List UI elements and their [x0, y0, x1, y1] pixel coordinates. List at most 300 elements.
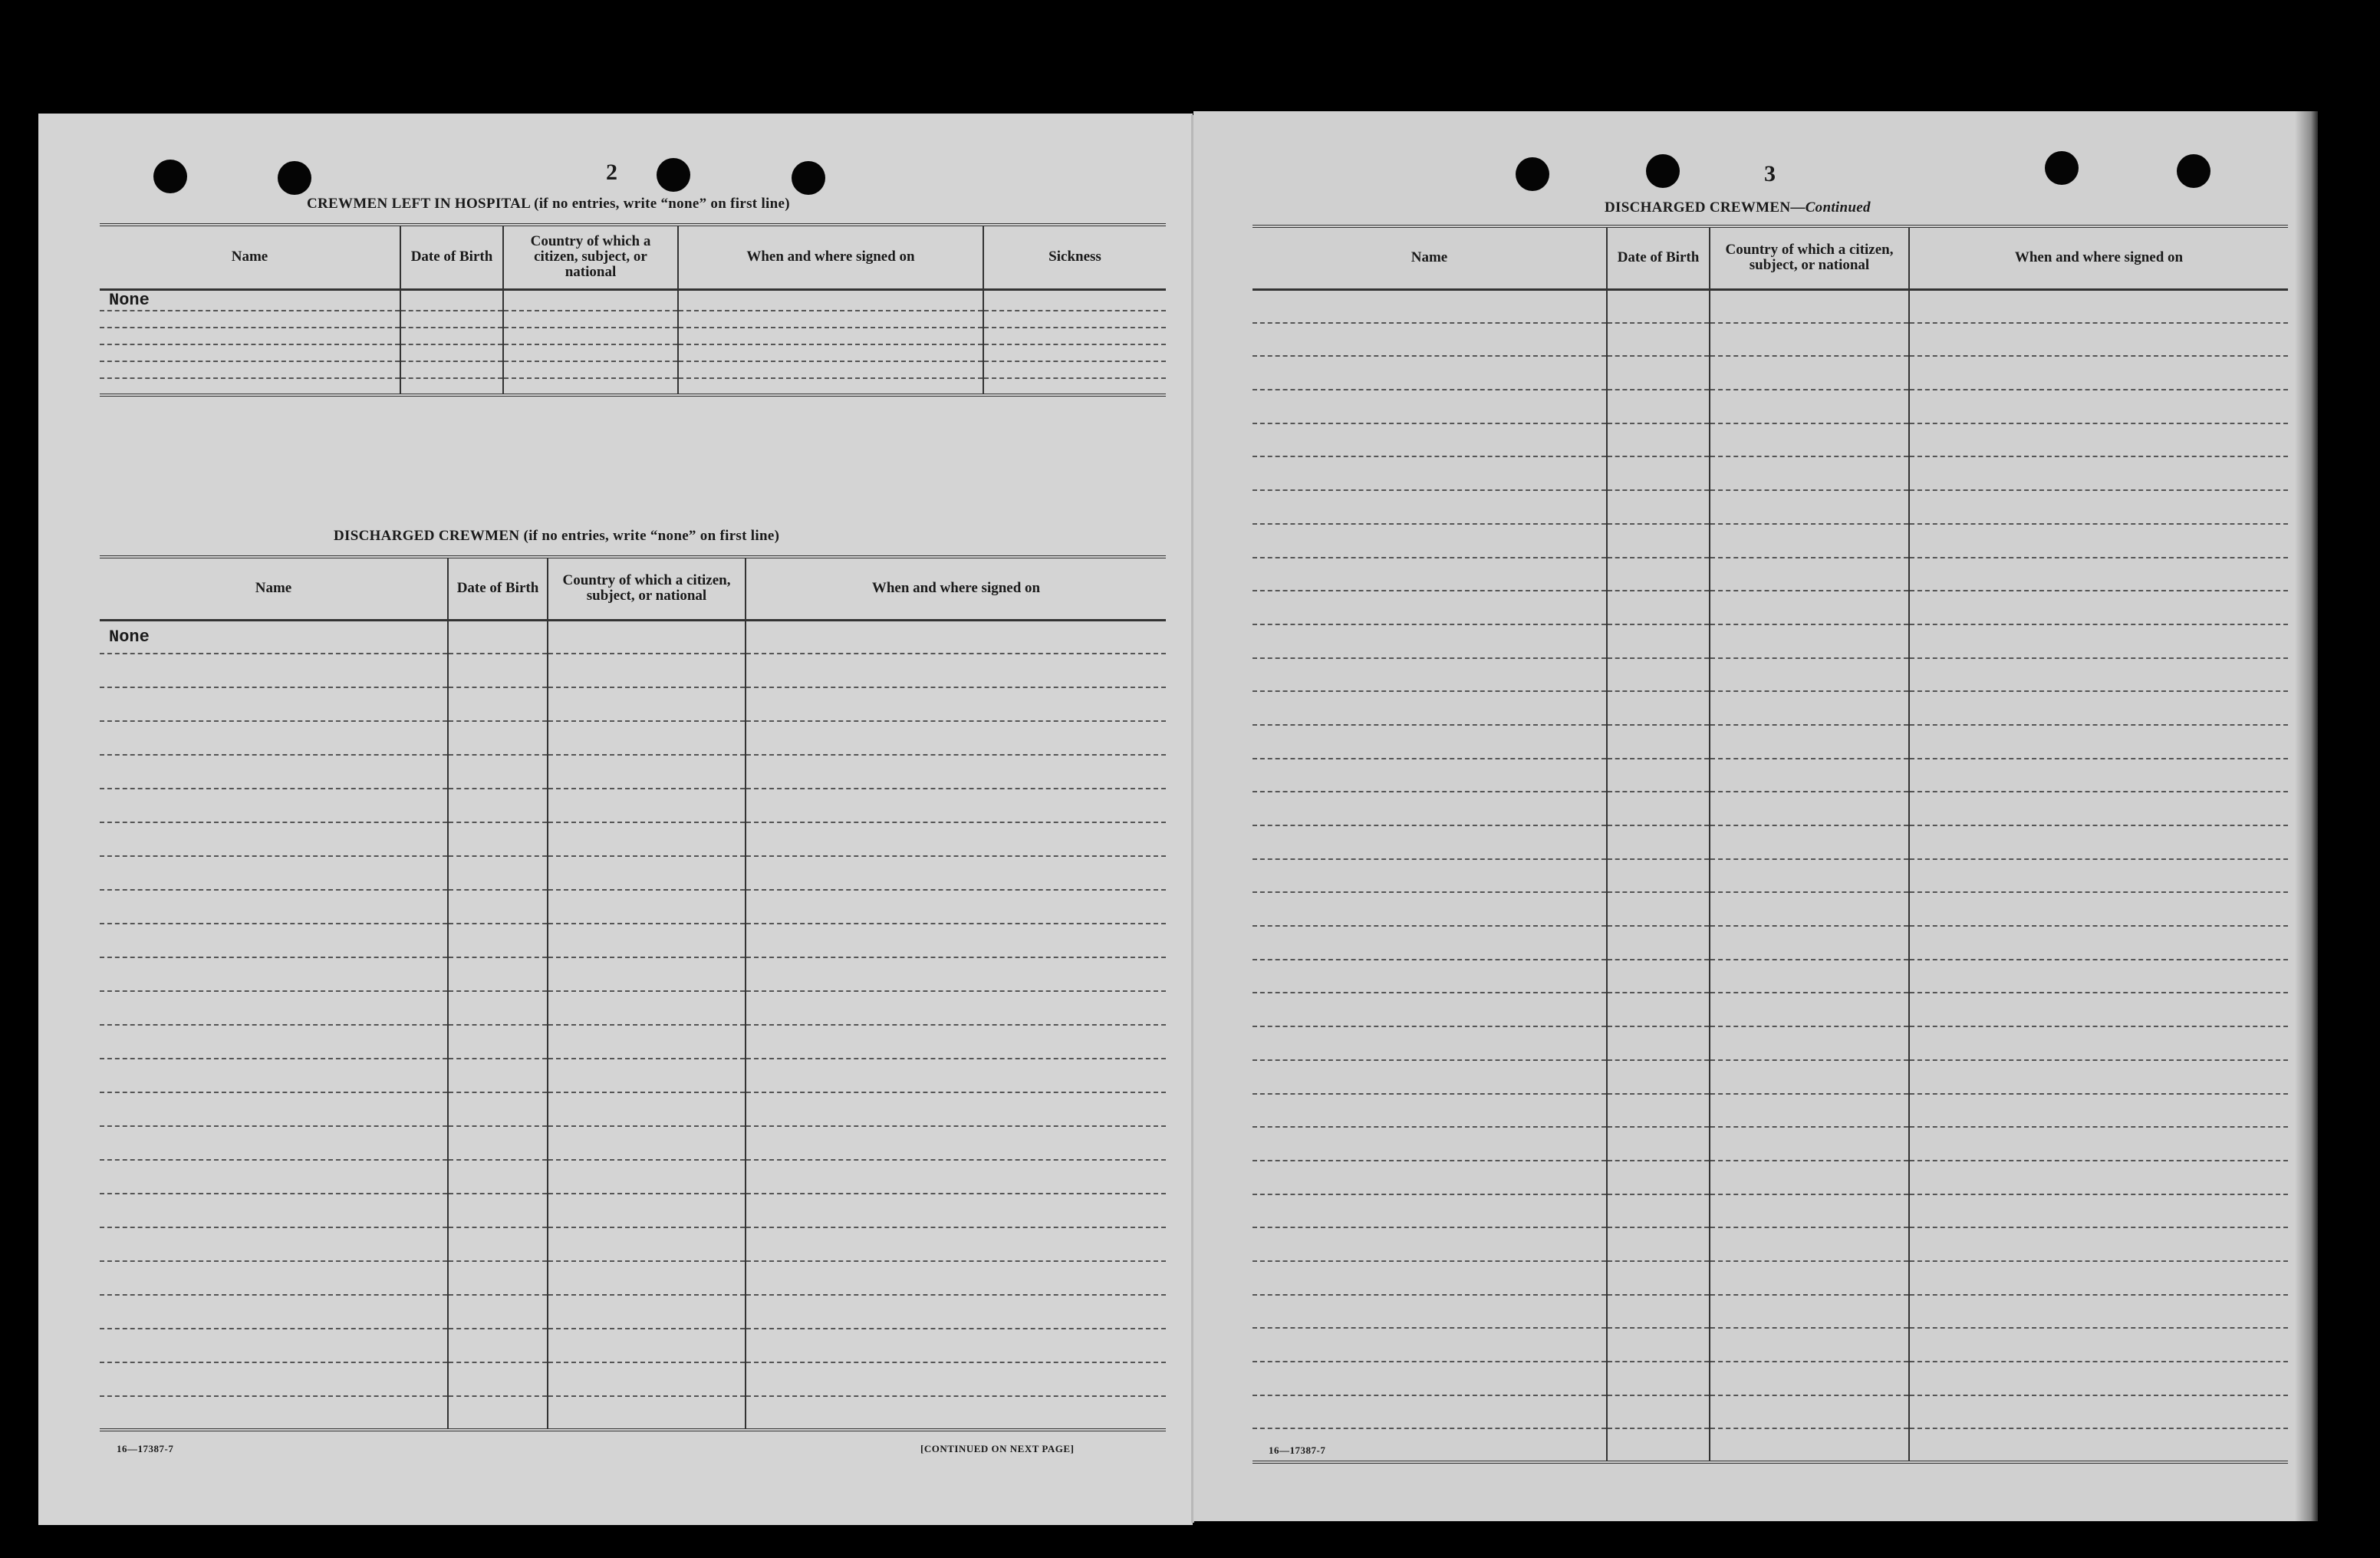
table-cell[interactable] — [448, 1025, 548, 1059]
table-cell[interactable] — [448, 1295, 548, 1329]
table-cell[interactable] — [1253, 892, 1607, 926]
table-cell[interactable] — [1710, 1161, 1909, 1194]
table-cell[interactable] — [1253, 356, 1607, 390]
table-cell[interactable] — [448, 755, 548, 789]
table-cell[interactable] — [1909, 1127, 2288, 1161]
table-cell[interactable] — [983, 289, 1166, 311]
table-cell[interactable] — [1710, 390, 1909, 423]
table-cell[interactable] — [448, 1059, 548, 1092]
table-cell[interactable] — [746, 924, 1166, 957]
table-cell[interactable] — [1253, 993, 1607, 1026]
table-cell[interactable] — [1710, 1026, 1909, 1060]
table-cell[interactable] — [1909, 1295, 2288, 1329]
table-cell[interactable] — [100, 1059, 448, 1092]
table-cell[interactable] — [1909, 1060, 2288, 1094]
table-cell[interactable] — [100, 1227, 448, 1261]
table-cell[interactable] — [100, 789, 448, 822]
table-row — [100, 755, 1166, 789]
table-cell[interactable] — [678, 378, 983, 395]
table-cell[interactable] — [448, 856, 548, 890]
table-cell[interactable] — [1253, 1161, 1607, 1194]
table-cell[interactable] — [1253, 390, 1607, 423]
table-row — [1253, 1227, 2288, 1261]
table-cell[interactable] — [1710, 993, 1909, 1026]
table-cell[interactable] — [746, 1160, 1166, 1194]
table-row — [1253, 524, 2288, 558]
table-row — [1253, 490, 2288, 524]
table-cell[interactable] — [448, 1396, 548, 1430]
table-cell[interactable] — [1710, 423, 1909, 457]
table-cell[interactable] — [1909, 289, 2288, 323]
table-cell[interactable] — [100, 991, 448, 1025]
table-cell[interactable] — [448, 1194, 548, 1227]
table-cell[interactable] — [1909, 1261, 2288, 1295]
table-cell[interactable] — [548, 957, 746, 991]
table-cell[interactable] — [548, 822, 746, 856]
table-cell[interactable] — [1710, 1395, 1909, 1429]
table-cell[interactable] — [1607, 691, 1710, 725]
table-cell[interactable] — [1253, 859, 1607, 893]
table-cell[interactable] — [1253, 1227, 1607, 1261]
table-cell[interactable] — [1909, 1395, 2288, 1429]
table-cell[interactable] — [1909, 323, 2288, 357]
table-cell[interactable] — [503, 378, 678, 395]
table-cell[interactable] — [746, 687, 1166, 721]
table-cell[interactable] — [1710, 1261, 1909, 1295]
table-cell[interactable] — [548, 654, 746, 687]
table-cell[interactable] — [1253, 1026, 1607, 1060]
table-cell[interactable] — [1710, 1194, 1909, 1228]
table-cell[interactable] — [1909, 1227, 2288, 1261]
table-cell[interactable] — [746, 1194, 1166, 1227]
table-cell[interactable] — [1607, 1395, 1710, 1429]
table-cell[interactable] — [400, 361, 503, 378]
column-header-signed-on: When and where signed on — [746, 557, 1166, 620]
table-cell[interactable] — [448, 957, 548, 991]
table-cell[interactable] — [1909, 1328, 2288, 1362]
table-cell[interactable] — [678, 289, 983, 311]
table-cell[interactable] — [1710, 558, 1909, 591]
table-cell[interactable] — [100, 654, 448, 687]
table-cell[interactable] — [1710, 1295, 1909, 1329]
table-cell[interactable] — [678, 361, 983, 378]
table-cell[interactable] — [746, 957, 1166, 991]
table-cell[interactable] — [100, 344, 400, 361]
table-row — [1253, 1060, 2288, 1094]
table-cell[interactable] — [100, 311, 400, 328]
table-row — [1253, 323, 2288, 357]
discharged-continued-title-text: DISCHARGED CREWMEN— — [1605, 199, 1806, 216]
table-cell[interactable] — [548, 1227, 746, 1261]
table-cell[interactable] — [548, 789, 746, 822]
table-cell[interactable] — [100, 721, 448, 755]
table-cell[interactable] — [746, 755, 1166, 789]
table-cell[interactable] — [548, 1362, 746, 1396]
table-cell[interactable] — [503, 361, 678, 378]
table-cell[interactable] — [448, 890, 548, 924]
table-cell[interactable] — [1253, 1362, 1607, 1395]
table-cell[interactable] — [1710, 323, 1909, 357]
table-cell[interactable] — [448, 1126, 548, 1160]
table-cell[interactable] — [983, 311, 1166, 328]
table-cell[interactable] — [1607, 1026, 1710, 1060]
table-cell[interactable] — [548, 1025, 746, 1059]
table-cell[interactable] — [983, 378, 1166, 395]
column-header-name: Name — [255, 580, 292, 597]
table-cell[interactable] — [548, 890, 746, 924]
table-cell[interactable] — [1909, 859, 2288, 893]
table-row — [1253, 558, 2288, 591]
table-cell[interactable] — [1710, 1328, 1909, 1362]
table-cell[interactable] — [503, 311, 678, 328]
table-cell[interactable] — [1253, 289, 1607, 323]
table-cell[interactable] — [1607, 591, 1710, 624]
table-cell[interactable] — [548, 1329, 746, 1362]
table-cell[interactable] — [1909, 960, 2288, 993]
table-cell[interactable] — [1253, 558, 1607, 591]
table-cell[interactable] — [400, 289, 503, 311]
table-cell[interactable] — [1909, 993, 2288, 1026]
table-cell[interactable] — [100, 1126, 448, 1160]
table-cell[interactable] — [1909, 825, 2288, 859]
table-cell[interactable] — [1710, 1227, 1909, 1261]
table-cell[interactable] — [1607, 1094, 1710, 1128]
table-cell[interactable] — [746, 856, 1166, 890]
table-cell[interactable] — [1607, 356, 1710, 390]
table-cell[interactable] — [100, 890, 448, 924]
right-page — [1193, 111, 2318, 1521]
table-cell[interactable] — [548, 620, 746, 654]
table-cell[interactable] — [1909, 558, 2288, 591]
table-row — [1253, 423, 2288, 457]
table-cell[interactable] — [983, 361, 1166, 378]
table-cell[interactable] — [1607, 456, 1710, 490]
table-cell[interactable] — [746, 654, 1166, 687]
table-cell[interactable] — [100, 755, 448, 789]
table-cell[interactable] — [1909, 926, 2288, 960]
table-row — [1253, 691, 2288, 725]
table-cell[interactable] — [1909, 892, 2288, 926]
table-cell[interactable] — [1909, 490, 2288, 524]
table-cell[interactable] — [1710, 456, 1909, 490]
table-cell[interactable] — [548, 991, 746, 1025]
table-cell[interactable] — [1253, 1194, 1607, 1228]
table-cell[interactable] — [400, 344, 503, 361]
table-cell[interactable] — [1710, 859, 1909, 893]
table-cell[interactable] — [1909, 356, 2288, 390]
table-cell[interactable] — [448, 789, 548, 822]
table-cell[interactable] — [746, 1261, 1166, 1295]
table-cell[interactable] — [548, 924, 746, 957]
table-cell[interactable] — [746, 1362, 1166, 1396]
table-cell[interactable] — [548, 721, 746, 755]
table-cell[interactable] — [100, 1194, 448, 1227]
table-cell[interactable] — [1607, 1194, 1710, 1228]
table-cell[interactable] — [746, 1025, 1166, 1059]
table-row — [100, 687, 1166, 721]
table-cell[interactable] — [1607, 1161, 1710, 1194]
table-cell[interactable] — [1607, 490, 1710, 524]
table-cell[interactable] — [400, 311, 503, 328]
table-cell[interactable] — [100, 1092, 448, 1126]
table-cell[interactable] — [1909, 1161, 2288, 1194]
table-cell[interactable] — [548, 1059, 746, 1092]
table-cell[interactable] — [503, 344, 678, 361]
table-row — [100, 822, 1166, 856]
table-cell[interactable] — [1909, 524, 2288, 558]
table-cell[interactable] — [678, 311, 983, 328]
table-cell[interactable] — [1253, 658, 1607, 692]
table-row — [100, 991, 1166, 1025]
table-cell[interactable] — [983, 328, 1166, 344]
table-row — [1253, 825, 2288, 859]
table-row — [100, 1295, 1166, 1329]
table-cell[interactable] — [1710, 1094, 1909, 1128]
table-cell[interactable] — [1607, 825, 1710, 859]
table-cell[interactable] — [503, 289, 678, 311]
table-header-row — [100, 225, 1166, 289]
table-cell[interactable] — [1909, 1094, 2288, 1128]
table-cell[interactable] — [1253, 524, 1607, 558]
table-cell[interactable] — [1607, 1060, 1710, 1094]
table-row — [1253, 993, 2288, 1026]
table-cell[interactable] — [1253, 792, 1607, 825]
table-cell[interactable] — [100, 361, 400, 378]
table-cell[interactable] — [100, 1025, 448, 1059]
table-row — [100, 721, 1166, 755]
table-cell[interactable] — [548, 755, 746, 789]
table-cell[interactable] — [1253, 1328, 1607, 1362]
table-cell[interactable] — [1253, 423, 1607, 457]
table-cell[interactable] — [100, 856, 448, 890]
table-cell[interactable] — [1253, 926, 1607, 960]
table-cell[interactable] — [1253, 591, 1607, 624]
table-cell[interactable] — [983, 344, 1166, 361]
table-cell[interactable] — [1710, 825, 1909, 859]
table-cell[interactable] — [1607, 289, 1710, 323]
table-cell[interactable] — [1710, 658, 1909, 692]
table-cell[interactable] — [1253, 1094, 1607, 1128]
table-cell[interactable] — [1607, 1261, 1710, 1295]
table-cell[interactable] — [548, 856, 746, 890]
table-cell[interactable] — [448, 1160, 548, 1194]
table-cell[interactable] — [1607, 1362, 1710, 1395]
table-cell[interactable] — [1253, 456, 1607, 490]
table-cell[interactable] — [1607, 524, 1710, 558]
table-cell[interactable] — [1253, 1295, 1607, 1329]
table-cell[interactable] — [100, 822, 448, 856]
table-cell[interactable] — [548, 1295, 746, 1329]
table-cell[interactable] — [1710, 1060, 1909, 1094]
table-cell[interactable] — [1607, 725, 1710, 759]
table-cell[interactable] — [100, 924, 448, 957]
table-cell[interactable] — [1607, 1328, 1710, 1362]
table-cell[interactable] — [746, 1126, 1166, 1160]
table-cell[interactable] — [1607, 658, 1710, 692]
table-cell[interactable] — [100, 1362, 448, 1396]
table-cell[interactable] — [1253, 725, 1607, 759]
table-cell[interactable] — [1710, 759, 1909, 792]
table-cell[interactable] — [1607, 390, 1710, 423]
table-cell[interactable] — [448, 1362, 548, 1396]
table-cell[interactable] — [100, 1261, 448, 1295]
table-cell[interactable] — [746, 721, 1166, 755]
table-cell[interactable] — [400, 378, 503, 395]
table-cell[interactable] — [548, 687, 746, 721]
table-row — [1253, 759, 2288, 792]
table-row — [100, 1362, 1166, 1396]
table-cell[interactable] — [1253, 1261, 1607, 1295]
hospital-title-text: CREWMEN LEFT IN HOSPITAL — [307, 196, 531, 212]
table-cell[interactable] — [1607, 960, 1710, 993]
table-cell[interactable] — [1607, 859, 1710, 893]
table-cell[interactable] — [1607, 624, 1710, 658]
table-cell[interactable] — [746, 1329, 1166, 1362]
table-cell[interactable] — [746, 1295, 1166, 1329]
table-cell[interactable] — [100, 957, 448, 991]
table-cell[interactable] — [448, 654, 548, 687]
table-cell[interactable] — [1710, 1127, 1909, 1161]
table-cell[interactable] — [448, 991, 548, 1025]
table-cell[interactable] — [448, 1329, 548, 1362]
table-cell[interactable] — [1710, 624, 1909, 658]
table-cell[interactable] — [448, 687, 548, 721]
table-cell[interactable] — [746, 822, 1166, 856]
table-cell[interactable] — [100, 687, 448, 721]
table-cell[interactable] — [1710, 591, 1909, 624]
table-cell[interactable] — [448, 822, 548, 856]
table-header-row — [100, 557, 1166, 620]
table-cell[interactable] — [746, 1396, 1166, 1430]
table-cell[interactable] — [1607, 1295, 1710, 1329]
table-cell[interactable] — [1607, 1227, 1710, 1261]
table-cell[interactable] — [678, 344, 983, 361]
table-cell[interactable]: None — [100, 620, 448, 654]
table-cell[interactable] — [1710, 725, 1909, 759]
table-cell[interactable] — [1710, 524, 1909, 558]
table-cell[interactable] — [548, 1126, 746, 1160]
table-cell[interactable] — [448, 924, 548, 957]
table-cell[interactable] — [1253, 825, 1607, 859]
table-cell[interactable] — [100, 1396, 448, 1430]
table-cell[interactable] — [746, 1059, 1166, 1092]
table-cell[interactable] — [448, 721, 548, 755]
table-cell[interactable] — [1607, 423, 1710, 457]
table-cell[interactable] — [1607, 558, 1710, 591]
table-cell[interactable] — [1710, 892, 1909, 926]
table-cell[interactable] — [1710, 1428, 1909, 1462]
table-cell[interactable] — [1909, 759, 2288, 792]
table-cell[interactable] — [1909, 1194, 2288, 1228]
table-cell[interactable] — [1253, 691, 1607, 725]
table-cell[interactable] — [1607, 792, 1710, 825]
table-cell[interactable] — [448, 1092, 548, 1126]
table-cell[interactable] — [1607, 1428, 1710, 1462]
table-cell[interactable] — [1909, 792, 2288, 825]
table-cell[interactable]: None — [100, 289, 400, 311]
table-cell[interactable] — [1607, 323, 1710, 357]
table-cell[interactable] — [1253, 960, 1607, 993]
table-cell[interactable] — [1253, 624, 1607, 658]
table-cell[interactable] — [1909, 624, 2288, 658]
table-cell[interactable] — [746, 789, 1166, 822]
table-cell[interactable] — [448, 1227, 548, 1261]
table-cell[interactable] — [1710, 691, 1909, 725]
table-cell[interactable] — [1909, 390, 2288, 423]
table-cell[interactable] — [746, 1092, 1166, 1126]
table-cell[interactable] — [1909, 1026, 2288, 1060]
continued-note: [CONTINUED ON NEXT PAGE] — [920, 1443, 1075, 1454]
table-cell[interactable] — [1710, 356, 1909, 390]
table-cell[interactable] — [678, 328, 983, 344]
table-cell[interactable] — [548, 1194, 746, 1227]
table-cell[interactable] — [746, 1227, 1166, 1261]
table-cell[interactable] — [448, 620, 548, 654]
table-cell[interactable] — [548, 1396, 746, 1430]
table-cell[interactable] — [548, 1261, 746, 1295]
table-cell[interactable] — [448, 1261, 548, 1295]
punch-hole — [657, 158, 690, 192]
table-row — [1253, 456, 2288, 490]
table-row — [100, 1194, 1166, 1227]
table-cell[interactable] — [1909, 1362, 2288, 1395]
table-cell[interactable] — [1253, 1060, 1607, 1094]
table-cell[interactable] — [746, 991, 1166, 1025]
table-row — [1253, 289, 2288, 323]
table-cell[interactable] — [1710, 490, 1909, 524]
table-cell[interactable] — [1607, 993, 1710, 1026]
table-cell[interactable] — [1253, 759, 1607, 792]
table-cell[interactable] — [746, 620, 1166, 654]
table-cell[interactable] — [1710, 289, 1909, 323]
table-cell[interactable] — [1909, 591, 2288, 624]
table-cell[interactable] — [1253, 323, 1607, 357]
table-cell[interactable] — [400, 328, 503, 344]
table-cell[interactable] — [1710, 1362, 1909, 1395]
table-row — [1253, 859, 2288, 893]
table-cell[interactable] — [1253, 1395, 1607, 1429]
table-cell[interactable] — [1909, 1428, 2288, 1462]
table-cell[interactable] — [1607, 759, 1710, 792]
table-cell[interactable] — [100, 328, 400, 344]
table-cell[interactable] — [1607, 1127, 1710, 1161]
table-cell[interactable] — [100, 1329, 448, 1362]
table-cell[interactable] — [100, 1160, 448, 1194]
punch-hole — [153, 160, 187, 193]
column-header-country: Country of which a citizen, subject, or national — [1710, 226, 1909, 289]
table-cell[interactable] — [503, 328, 678, 344]
table-cell[interactable] — [1710, 960, 1909, 993]
table-row — [1253, 960, 2288, 993]
discharged-continued-title-suffix: Continued — [1805, 199, 1871, 216]
table-cell[interactable] — [548, 1160, 746, 1194]
table-cell[interactable] — [1710, 926, 1909, 960]
table-cell[interactable] — [1607, 926, 1710, 960]
table-cell[interactable] — [548, 1092, 746, 1126]
table-cell[interactable] — [1909, 725, 2288, 759]
table-cell[interactable] — [1909, 423, 2288, 457]
table-cell[interactable] — [100, 378, 400, 395]
table-cell[interactable] — [1710, 792, 1909, 825]
table-cell[interactable] — [1909, 658, 2288, 692]
table-cell[interactable] — [1909, 456, 2288, 490]
table-cell[interactable] — [1253, 490, 1607, 524]
table-cell[interactable] — [1909, 691, 2288, 725]
table-cell[interactable] — [1607, 892, 1710, 926]
table-cell[interactable] — [100, 1295, 448, 1329]
table-cell[interactable] — [1253, 1127, 1607, 1161]
table-cell[interactable] — [746, 890, 1166, 924]
